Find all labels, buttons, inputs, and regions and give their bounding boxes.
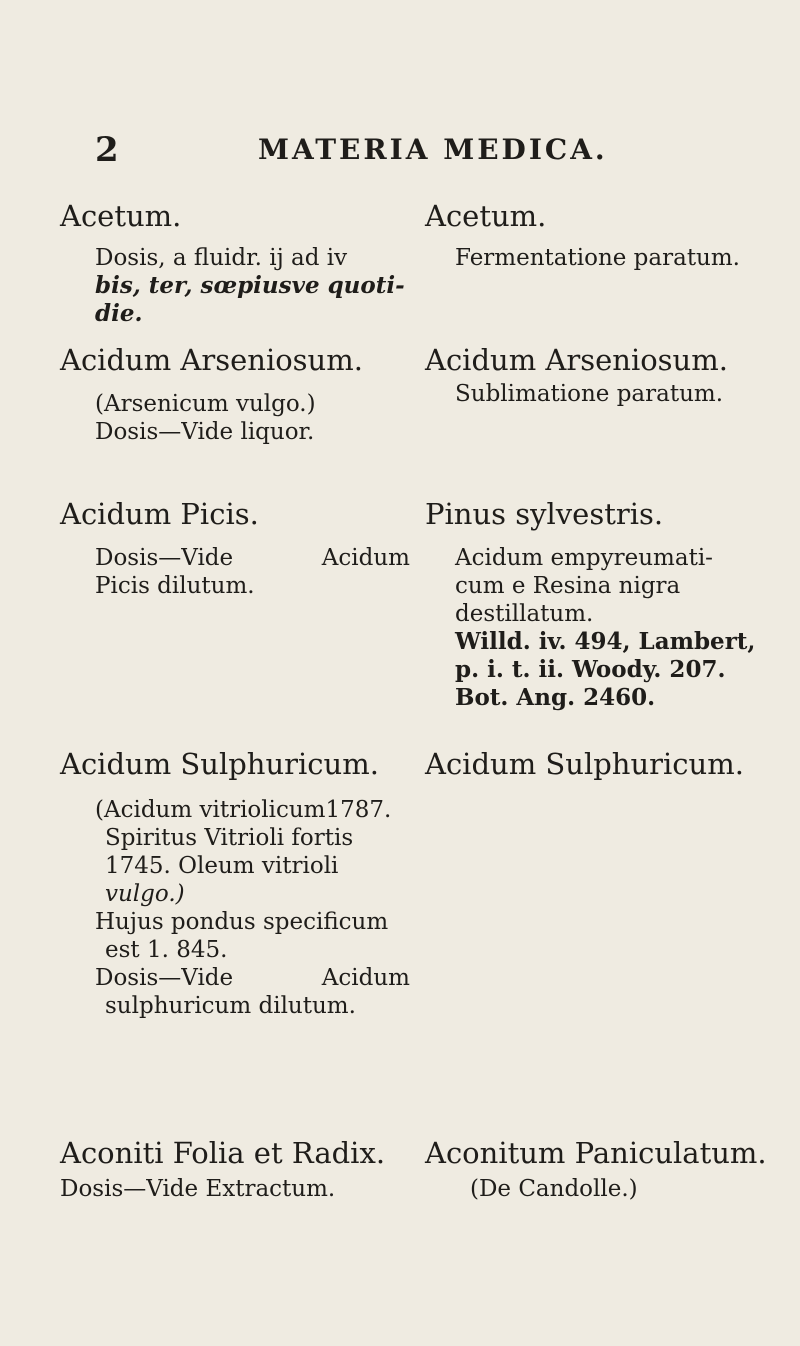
reference-line: Bot. Ang. 2460.: [455, 684, 656, 711]
entry-pinus-right: [425, 496, 795, 712]
page-number: 2: [95, 130, 119, 170]
dose-line: bis, ter, sœpiusve quoti-: [95, 272, 405, 299]
entry-arseniosum-left: [60, 342, 420, 446]
dose-line: Picis dilutum.: [95, 573, 255, 599]
synonym-line: Spiritus Vitrioli fortis: [105, 825, 354, 851]
entry-title: Aconiti Folia et Radix.: [60, 1136, 386, 1170]
dose-line: Dosis—Vide Extractum.: [60, 1176, 336, 1202]
entry-sulphuricum-right: [425, 746, 795, 782]
entry-sulphuricum-left: [60, 746, 420, 1020]
synonym-line: vulgo.): [105, 881, 185, 907]
dose-line: Dosis—Vide liquor.: [95, 419, 315, 445]
entry-aconiti-left: [60, 1135, 420, 1203]
preparation-line: Sublimatione paratum.: [455, 381, 724, 407]
entry-title: Acidum Sulphuricum.: [60, 747, 379, 781]
entry-title: Aconitum Paniculatum.: [425, 1136, 767, 1170]
entry-aconitum-right: [425, 1135, 795, 1203]
dose-line: [60, 544, 420, 572]
dose-line: Dosis, a fluidr. ij ad iv: [95, 245, 348, 271]
synonym-line: (Arsenicum vulgo.): [95, 391, 316, 417]
authority-line: (De Candolle.): [470, 1176, 638, 1202]
reference-line: Willd. iv. 494, Lambert,: [455, 628, 756, 655]
entry-title: Pinus sylvestris.: [425, 497, 664, 531]
entry-arseniosum-right: [425, 342, 795, 408]
preparation-line: cum e Resina nigra: [455, 573, 681, 599]
synonym-line: (Acidum vitriolicum1787.: [95, 797, 392, 823]
dose-text: Acidum: [321, 545, 410, 571]
preparation-line: Acidum empyreumati-: [455, 545, 713, 571]
dose-text: Acidum: [321, 965, 410, 991]
reference-line: p. i. t. ii. Woody. 207.: [455, 656, 726, 683]
dose-line: die.: [95, 300, 143, 327]
running-title: MATERIA MEDICA.: [258, 133, 608, 166]
entry-title: Acidum Arseniosum.: [425, 343, 728, 377]
entry-acetum-right: [425, 198, 795, 272]
entry-title: Acidum Picis.: [60, 497, 259, 531]
specific-gravity-line: Hujus pondus specificum: [95, 909, 389, 935]
dose-line: sulphuricum dilutum.: [105, 993, 356, 1019]
synonym-line: 1745. Oleum vitrioli: [105, 853, 339, 879]
preparation-line: Fermentatione paratum.: [455, 245, 740, 271]
dose-line: [60, 964, 420, 992]
entry-acetum-left: [60, 198, 420, 328]
entry-picis-left: [60, 496, 420, 600]
preparation-line: destillatum.: [455, 601, 594, 627]
page-header: [0, 130, 800, 170]
dose-text: Dosis—Vide: [95, 545, 234, 571]
specific-gravity-line: est 1. 845.: [105, 937, 228, 963]
entry-title: Acetum.: [425, 199, 547, 233]
entry-title: Acidum Sulphuricum.: [425, 747, 744, 781]
dose-text: Dosis—Vide: [95, 965, 234, 991]
entry-title: Acidum Arseniosum.: [60, 343, 363, 377]
entry-title: Acetum.: [60, 199, 182, 233]
